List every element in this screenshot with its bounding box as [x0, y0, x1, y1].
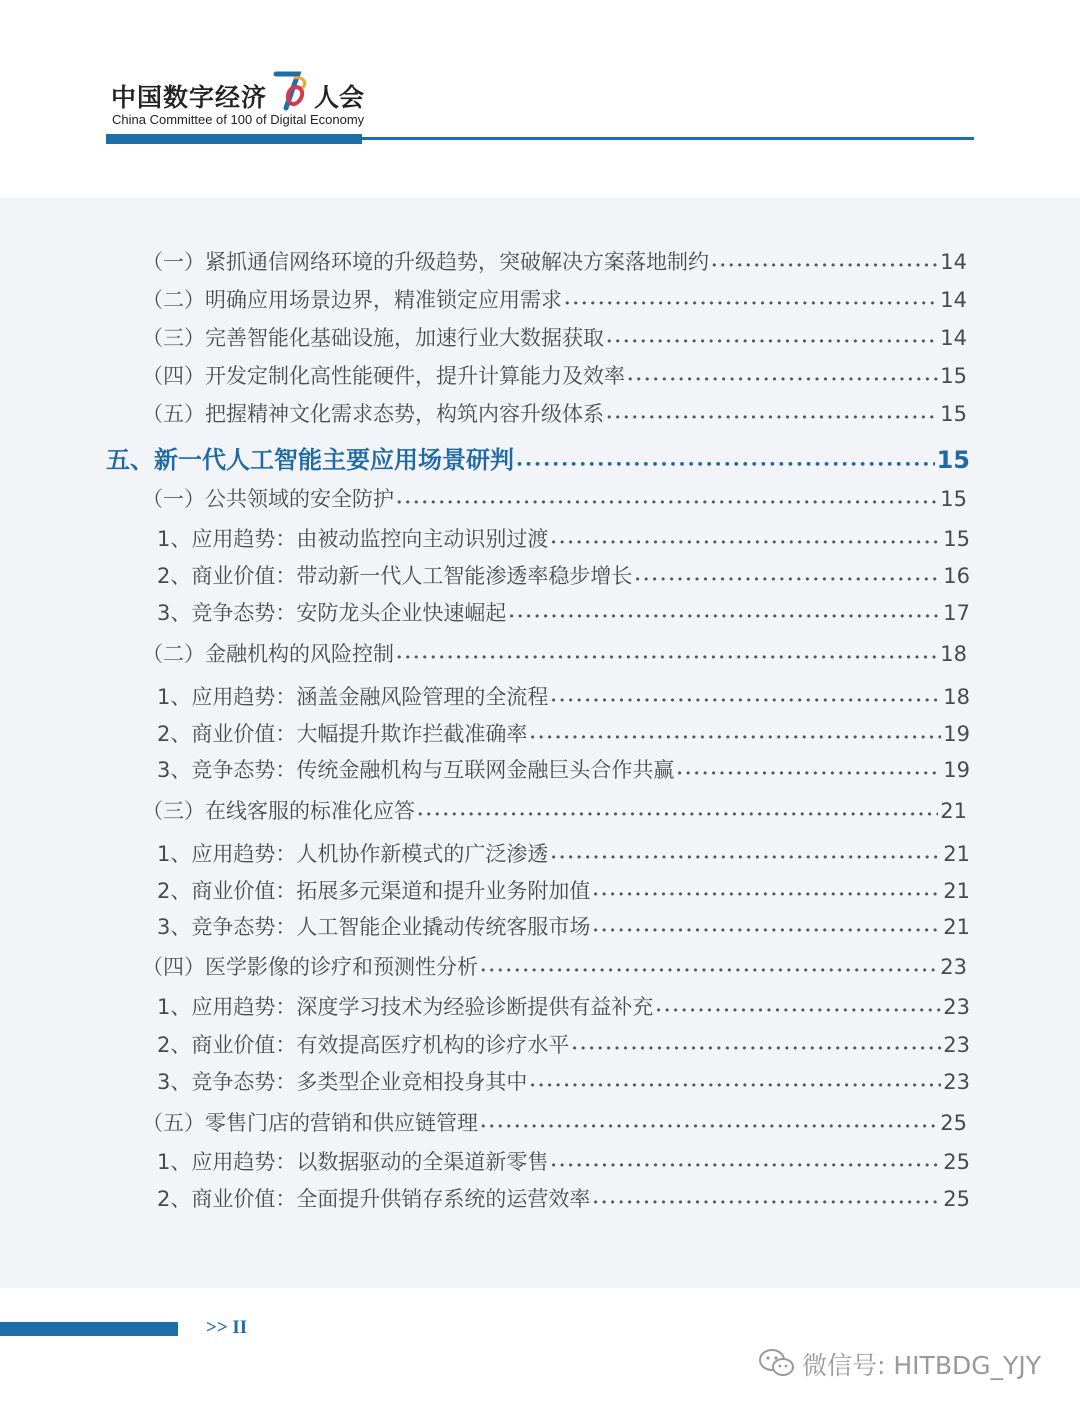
- toc-leader-dots: [634, 564, 941, 588]
- toc-subsection[interactable]: [157, 1146, 970, 1180]
- toc-entry-title: （一）紧抓通信网络环境的升级趋势，突破解决方案落地制约: [142, 250, 709, 274]
- wechat-icon: [758, 1348, 796, 1378]
- toc-entry-title: （三）在线客服的标准化应答: [142, 799, 415, 823]
- toc-leader-dots: [592, 879, 941, 903]
- toc-leader-dots: [396, 642, 938, 666]
- toc-entry-title: 2、商业价值：大幅提升欺诈拦截准确率: [157, 722, 528, 746]
- toc-entry-title: 3、竞争态势：传统金融机构与互联网金融巨头合作共赢: [157, 758, 675, 782]
- toc-page-number: 25: [943, 1150, 970, 1174]
- toc-entry-title: 3、竞争态势：多类型企业竞相投身其中: [157, 1070, 528, 1094]
- toc-subsection[interactable]: [157, 875, 970, 909]
- toc-page-number: 21: [943, 915, 970, 939]
- toc-subsection[interactable]: [157, 1183, 970, 1217]
- toc-section[interactable]: [142, 638, 967, 672]
- toc-subsection[interactable]: [157, 1029, 970, 1063]
- toc-entry-title: 3、竞争态势：安防龙头企业快速崛起: [157, 601, 507, 625]
- toc-section[interactable]: [142, 360, 967, 394]
- toc-page-number: 23: [943, 1070, 970, 1094]
- wechat-watermark: 微信号: HITBDG_YJY: [802, 1351, 1042, 1380]
- toc-entry-title: （一）公共领域的安全防护: [142, 487, 394, 511]
- toc-section[interactable]: [142, 246, 967, 280]
- toc-entry-title: （五）零售门店的营销和供应链管理: [142, 1111, 478, 1135]
- toc-page-number: 18: [940, 642, 967, 666]
- toc-subsection[interactable]: [157, 838, 970, 872]
- toc-leader-dots: [571, 1033, 941, 1057]
- toc-chapter[interactable]: [106, 440, 970, 478]
- toc-page-number: 15: [940, 402, 967, 426]
- toc-subsection[interactable]: [157, 911, 970, 945]
- toc-subsection[interactable]: [157, 523, 970, 557]
- toc-page-number: 18: [943, 685, 970, 709]
- toc-entry-title: 2、商业价值：拓展多元渠道和提升业务附加值: [157, 879, 591, 903]
- header-rule: [362, 137, 974, 140]
- logo-title-cn-suffix: 人会: [314, 83, 365, 112]
- toc-page-number: 19: [943, 722, 970, 746]
- toc-entry-title: 五、新一代人工智能主要应用场景研判: [106, 446, 514, 474]
- table-of-contents: [0, 198, 1080, 1288]
- toc-leader-dots: [606, 402, 938, 426]
- toc-page-number: 14: [940, 288, 967, 312]
- toc-page-number: 17: [943, 601, 970, 625]
- footer-accent-bar: [0, 1322, 178, 1336]
- toc-section[interactable]: [142, 483, 967, 517]
- page-header: [0, 0, 1080, 198]
- logo-title-en: China Committee of 100 of Digital Economy: [112, 112, 365, 127]
- toc-subsection[interactable]: [157, 754, 970, 788]
- toc-leader-dots: [564, 288, 938, 312]
- toc-page-number: 15: [940, 487, 967, 511]
- toc-leader-dots: [711, 250, 938, 274]
- toc-page-number: 15: [940, 364, 967, 388]
- toc-subsection[interactable]: [157, 718, 970, 752]
- toc-entry-title: （五）把握精神文化需求态势，构筑内容升级体系: [142, 402, 604, 426]
- toc-page-number: 14: [940, 250, 967, 274]
- toc-page-number: 23: [940, 955, 967, 979]
- toc-page-number: 21: [943, 842, 970, 866]
- toc-page-number: 15: [936, 446, 970, 474]
- toc-entry-title: 1、应用趋势：涵盖金融风险管理的全流程: [157, 685, 549, 709]
- toc-entry-title: 1、应用趋势：以数据驱动的全渠道新零售: [157, 1150, 549, 1174]
- toc-page-number: 25: [943, 1187, 970, 1211]
- toc-leader-dots: [550, 527, 941, 551]
- toc-leader-dots: [508, 601, 941, 625]
- toc-leader-dots: [516, 446, 935, 474]
- toc-leader-dots: [417, 799, 938, 823]
- toc-entry-title: 3、竞争态势：人工智能企业撬动传统客服市场: [157, 915, 591, 939]
- toc-page-number: 19: [943, 758, 970, 782]
- toc-subsection[interactable]: [157, 560, 970, 594]
- toc-leader-dots: [550, 685, 941, 709]
- toc-page-number: 15: [943, 527, 970, 551]
- toc-entry-title: （二）金融机构的风险控制: [142, 642, 394, 666]
- toc-section[interactable]: [142, 284, 967, 318]
- header-accent-bar: [106, 134, 362, 144]
- toc-leader-dots: [480, 955, 938, 979]
- toc-leader-dots: [655, 995, 941, 1019]
- toc-page-number: 16: [943, 564, 970, 588]
- toc-entry-title: （四）医学影像的诊疗和预测性分析: [142, 955, 478, 979]
- toc-page-number: 21: [943, 879, 970, 903]
- logo-title-cn: 中国数字经济: [111, 83, 268, 112]
- toc-page-number: 14: [940, 326, 967, 350]
- toc-entry-title: 2、商业价值：全面提升供销存系统的运营效率: [157, 1187, 591, 1211]
- toc-leader-dots: [676, 758, 941, 782]
- logo-100-icon: [268, 68, 312, 112]
- toc-subsection[interactable]: [157, 597, 970, 631]
- toc-leader-dots: [592, 915, 941, 939]
- toc-subsection[interactable]: [157, 1066, 970, 1100]
- toc-section[interactable]: [142, 322, 967, 356]
- toc-entry-title: （二）明确应用场景边界，精准锁定应用需求: [142, 288, 562, 312]
- toc-page-number: 21: [940, 799, 967, 823]
- toc-entry-title: 1、应用趋势：人机协作新模式的广泛渗透: [157, 842, 549, 866]
- toc-subsection[interactable]: [157, 681, 970, 715]
- toc-leader-dots: [606, 326, 938, 350]
- toc-leader-dots: [480, 1111, 938, 1135]
- toc-leader-dots: [550, 1150, 941, 1174]
- toc-section[interactable]: [142, 795, 967, 829]
- toc-subsection[interactable]: [157, 991, 970, 1025]
- toc-entry-title: 1、应用趋势：由被动监控向主动识别过渡: [157, 527, 549, 551]
- toc-leader-dots: [592, 1187, 941, 1211]
- toc-entry-title: （三）完善智能化基础设施，加速行业大数据获取: [142, 326, 604, 350]
- toc-entry-title: 2、商业价值：有效提高医疗机构的诊疗水平: [157, 1033, 570, 1057]
- toc-section[interactable]: [142, 1107, 967, 1141]
- toc-entry-title: 1、应用趋势：深度学习技术为经验诊断提供有益补充: [157, 995, 654, 1019]
- toc-section[interactable]: [142, 398, 967, 432]
- toc-section[interactable]: [142, 951, 967, 985]
- toc-leader-dots: [627, 364, 938, 388]
- toc-page-number: 23: [943, 1033, 970, 1057]
- toc-page-number: 25: [940, 1111, 967, 1135]
- page-number: >> II: [206, 1317, 248, 1338]
- toc-entry-title: 2、商业价值：带动新一代人工智能渗透率稳步增长: [157, 564, 633, 588]
- toc-leader-dots: [550, 842, 941, 866]
- toc-leader-dots: [529, 722, 941, 746]
- toc-leader-dots: [529, 1070, 941, 1094]
- toc-leader-dots: [396, 487, 938, 511]
- toc-entry-title: （四）开发定制化高性能硬件，提升计算能力及效率: [142, 364, 625, 388]
- toc-page-number: 23: [943, 995, 970, 1019]
